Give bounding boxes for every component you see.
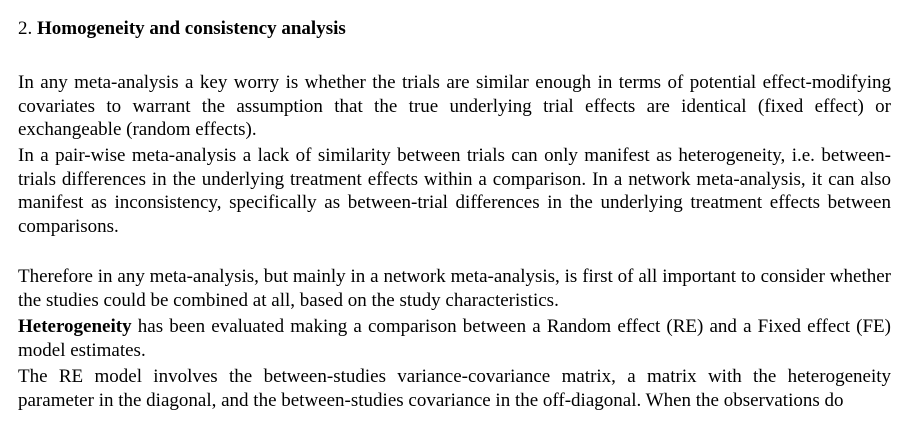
heterogeneity-evaluation-text: has been evaluated making a comparison between a Random effect (RE) and a Fixed effect (FE) model estimates. xyxy=(18,316,891,361)
heterogeneity-term: Heterogeneity xyxy=(18,316,132,337)
paragraph-heterogeneity-inconsistency: In a pair-wise meta-analysis a lack of similarity between trials can only manifest as heterogeneity, i.e. between-trials differences in the underlying treatment effects within a comparison. In a network meta-analysis, it can also manifest as inconsistency, specifically as between-trial differences in the underlying treatment effects between comparisons. xyxy=(18,145,891,237)
section-number: 2. xyxy=(18,18,33,39)
paragraph-study-characteristics: Therefore in any meta-analysis, but mainly in a network meta-analysis, is first of all important to consider whether the studies could be combined at all, based on the study characteristics. xyxy=(18,266,891,311)
paragraph-re-model: The RE model involves the between-studies variance-covariance matrix, a matrix with the heterogeneity parameter in the diagonal, and the between-studies covariance in the off-diagonal. When the observations do xyxy=(18,366,891,411)
paragraph-heterogeneity-evaluation xyxy=(18,315,891,362)
section-title: Homogeneity and consistency analysis xyxy=(37,18,346,39)
paragraph-meta-analysis-worry: In any meta-analysis a key worry is whether the trials are similar enough in terms of potential effect-modifying covariates to warrant the assumption that the true underlying trial effects are identical (fixed effect) or exchangeable (random effects). xyxy=(18,72,891,141)
section-heading xyxy=(18,18,346,40)
